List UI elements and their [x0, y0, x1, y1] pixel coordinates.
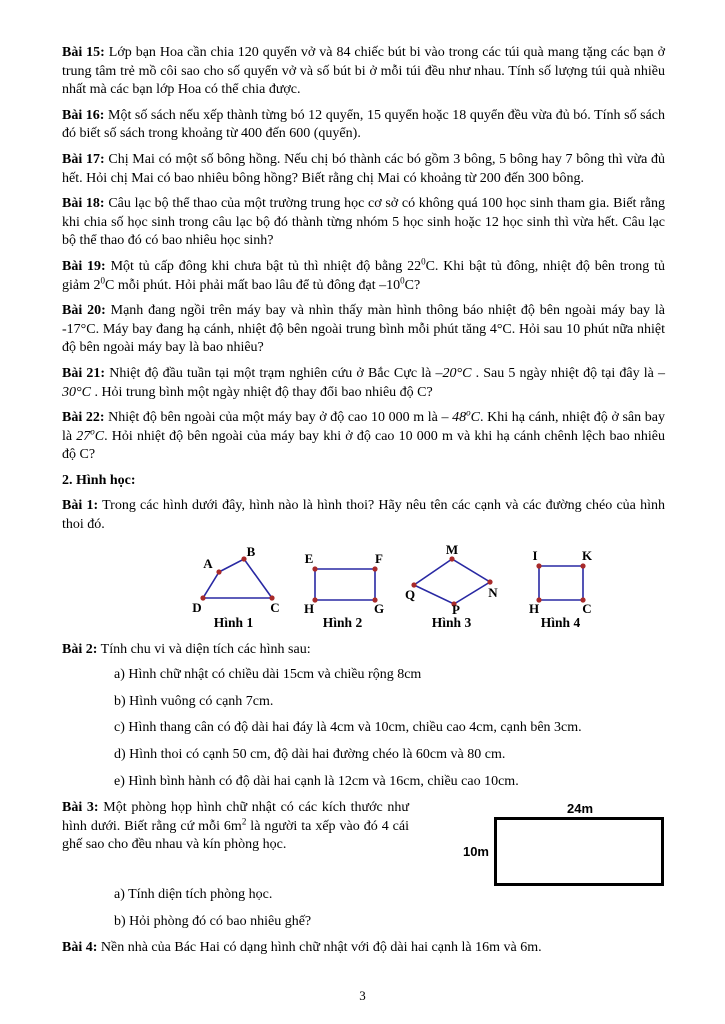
vertex-label: H	[303, 600, 315, 614]
section-heading-geometry: 2. Hình học:	[62, 472, 136, 488]
figure-hinh-4	[513, 542, 608, 631]
vertex-label: C	[582, 600, 592, 614]
problem-20	[62, 302, 665, 358]
vertex-label: G	[373, 600, 385, 614]
quadrilateral-abcd-figure	[186, 542, 281, 614]
problem-15-label: Bài 15:	[62, 45, 105, 60]
list-item: a) Hình chữ nhật có chiều dài 15cm và chiều rộng 8cm	[114, 667, 422, 683]
vertex-label: F	[375, 550, 383, 566]
geometry-problem-1-text: Trong các hình dưới đây, hình nào là hình thoi? Hãy nêu tên các cạnh và các đường chéo của hình thoi đó.	[62, 498, 666, 533]
rhombus-mqpn-figure	[404, 542, 499, 614]
problem-19-text: Một tủ cấp đông khi chưa bật tủ thì nhiệt độ bằng 22	[110, 258, 422, 274]
figure-hinh-1	[186, 542, 281, 631]
list-item: b) Hỏi phòng đó có bao nhiêu ghế?	[114, 913, 312, 929]
math-temperature: 48	[452, 410, 467, 426]
geometry-problem-2	[62, 641, 665, 660]
problem-18-label: Bài 18:	[62, 196, 105, 212]
problem-16-label: Bài 16:	[62, 107, 105, 123]
room-height-label: 10m	[462, 844, 489, 860]
geometry-problem-1	[62, 497, 665, 534]
problem-16	[62, 107, 665, 144]
geometry-problem-3	[62, 799, 665, 886]
geometry-problem-2-text: Tính chu vi và diện tích các hình sau:	[100, 641, 311, 657]
vertex-label: N	[488, 584, 498, 600]
vertex-label: M	[445, 541, 459, 557]
problem-22-text: Nhiệt độ bên ngoài của một máy bay ở độ cao 10 000 m là –	[108, 410, 453, 426]
problem-21-label: Bài 21:	[62, 365, 106, 381]
square-ikch-figure	[513, 542, 608, 614]
problem-19-label: Bài 19:	[62, 258, 106, 274]
degree-superscript: o	[90, 426, 95, 437]
geometry-problem-2-label: Bài 2:	[62, 641, 98, 657]
problem-21: Bài 21: Nhiệt độ đầu tuần tại một trạm nghiên cứu ở Bắc Cực là –20°C . Sau 5 ngày nhiệt độ tại đây là –30°C . Hỏi trung bình một ngày nhiệt độ thay đổi bao nhiêu độ C?	[62, 365, 666, 400]
degree-superscript: 0	[100, 274, 105, 285]
problem-20-label: Bài 20:	[62, 303, 106, 319]
list-item: a) Tính diện tích phòng học.	[114, 887, 273, 903]
problem-17-label: Bài 17:	[62, 151, 105, 167]
problem-20-text: Mạnh đang ngồi trên máy bay và nhìn thấy màn hình thông báo nhiệt độ bên ngoài máy bay là -17°C. Máy bay đang hạ cánh, nhiệt độ bên ngoài trung bình mỗi phút tăng 4°C. Hỏi sau 10 phút nữa nhiệt độ bên ngoài máy bay là bao nhiêu?	[62, 303, 666, 356]
degree-superscript: o	[466, 407, 471, 418]
vertex-label: P	[452, 601, 460, 614]
list-item: e) Hình bình hành có độ dài hai cạnh là 12cm và 16cm, chiều cao 10cm.	[114, 773, 519, 789]
geometry-problem-4	[62, 939, 665, 958]
vertex-label: I	[532, 547, 538, 563]
math-temperature: –20°C	[435, 365, 472, 381]
geometry-problem-3-text: Bài 3: Một phòng họp hình chữ nhật có các kích thước như hình dưới. Biết rằng cứ mỗi $6m^2$ là người ta xếp vào đó 4 cái ghế sao cho đều nhau và kín phòng học.	[62, 800, 410, 853]
rectangle-efgh-figure	[295, 542, 390, 614]
problem-2-items	[114, 666, 665, 791]
vertex-label: H	[528, 600, 540, 614]
problem-18-text: Câu lạc bộ thể thao của một trường trung học cơ sở có không quá 100 học sinh tham gia. Biết rằng khi chia số học sinh trong câu lạc bộ đó thành từng nhóm 5 học sinh hoặc 12 học sinh thì vừa hết. Câu lạc bộ thể thao đó có bao nhiêu học sinh?	[62, 196, 666, 249]
problem-19: Bài 19: Một tủ cấp đông khi chưa bật tủ thì nhiệt độ bằng $22^0C$. Khi bật tủ đông, nhiệt độ bên trong tủ giảm $2^0C$ mỗi phút. Hỏi phải mất bao lâu để tủ đông đạt $-10^0C$?	[62, 256, 666, 293]
geometry-problem-4-text: Nền nhà của Bác Hai có dạng hình chữ nhật với độ dài hai cạnh là 16m và 6m.	[100, 940, 542, 956]
figure-caption: Hình 3	[431, 614, 472, 630]
problem-17	[62, 151, 665, 188]
problem-22-label: Bài 22:	[62, 410, 105, 426]
problem-22: Bài 22: Nhiệt độ bên ngoài của một máy bay ở độ cao 10 000 m là – 48$^o$C. Khi hạ cánh, nhiệt độ ở sân bay là 27$^o$C. Hỏi nhiệt độ bên ngoài của máy bay khi ở độ cao 10 000 m và khi hạ cánh chênh lệch bao nhiêu độ C?	[62, 407, 665, 463]
room-figure	[447, 799, 665, 886]
vertex-label: A	[203, 555, 213, 571]
vertex-label: Q	[404, 586, 416, 602]
vertex-label: E	[304, 550, 314, 566]
list-item: c) Hình thang cân có độ dài hai đáy là 4cm và 10cm, chiều cao 4cm, cạnh bên 3cm.	[114, 720, 582, 736]
page-number: 3	[359, 988, 366, 1003]
problem-3-items	[114, 886, 665, 931]
problem-17-text: Chị Mai có một số bông hồng. Nếu chị bó thành các bó gồm 3 bông, 5 bông hay 7 bông thì vừa đủ hết. Hỏi chị Mai có bao nhiêu bông hồng? Biết rằng chị Mai có khoảng từ 200 đến 300 bông.	[62, 151, 666, 186]
degree-superscript: 0	[400, 274, 405, 285]
figure-caption: Hình 4	[540, 614, 581, 630]
math-temperature: 27	[76, 428, 91, 444]
room-rectangle	[494, 817, 664, 886]
geometry-problem-4-label: Bài 4:	[62, 940, 98, 956]
problem-15-text: Lớp bạn Hoa cần chia 120 quyển vở và 84 chiếc bút bi vào trong các túi quà mang tặng các bạn ở trung tâm trẻ mồ côi sao cho số quyển vở và số bút bi ở mỗi túi đều như nhau. Tính số lượng túi quà nhiều nhất mà các bạn lớp Hoa có thể chia được.	[62, 45, 665, 98]
square-meter-superscript: 2	[241, 816, 247, 827]
vertex-label: B	[246, 543, 256, 559]
figure-hinh-3	[404, 542, 499, 631]
list-item: b) Hình vuông có cạnh 7cm.	[114, 693, 274, 709]
figure-hinh-2	[295, 542, 390, 631]
figure-caption: Hình 2	[322, 614, 363, 630]
geometry-problem-3-label: Bài 3:	[62, 800, 99, 816]
geometry-problem-1-label: Bài 1:	[62, 498, 99, 514]
degree-superscript: 0	[421, 256, 426, 267]
figure-row	[186, 542, 665, 631]
vertex-label: D	[192, 599, 202, 614]
vertex-label: C	[270, 599, 280, 614]
vertex-label: K	[581, 547, 593, 563]
problem-16-text: Một số sách nếu xếp thành từng bó 12 quyển, 15 quyển hoặc 18 quyển đều vừa đủ bó. Tính số sách đó biết số sách trong khoảng từ 400 đến 600 (quyển).	[62, 107, 665, 142]
problem-15	[62, 44, 665, 100]
list-item: d) Hình thoi có cạnh 50 cm, độ dài hai đường chéo là 60cm và 80 cm.	[114, 747, 506, 763]
problem-21-text: Nhiệt độ đầu tuần tại một trạm nghiên cứu ở Bắc Cực là	[109, 365, 436, 381]
problem-18	[62, 195, 665, 251]
room-width-label: 24m	[566, 801, 594, 817]
figure-caption: Hình 1	[213, 614, 254, 630]
math-temperature: –30°C	[62, 365, 666, 400]
